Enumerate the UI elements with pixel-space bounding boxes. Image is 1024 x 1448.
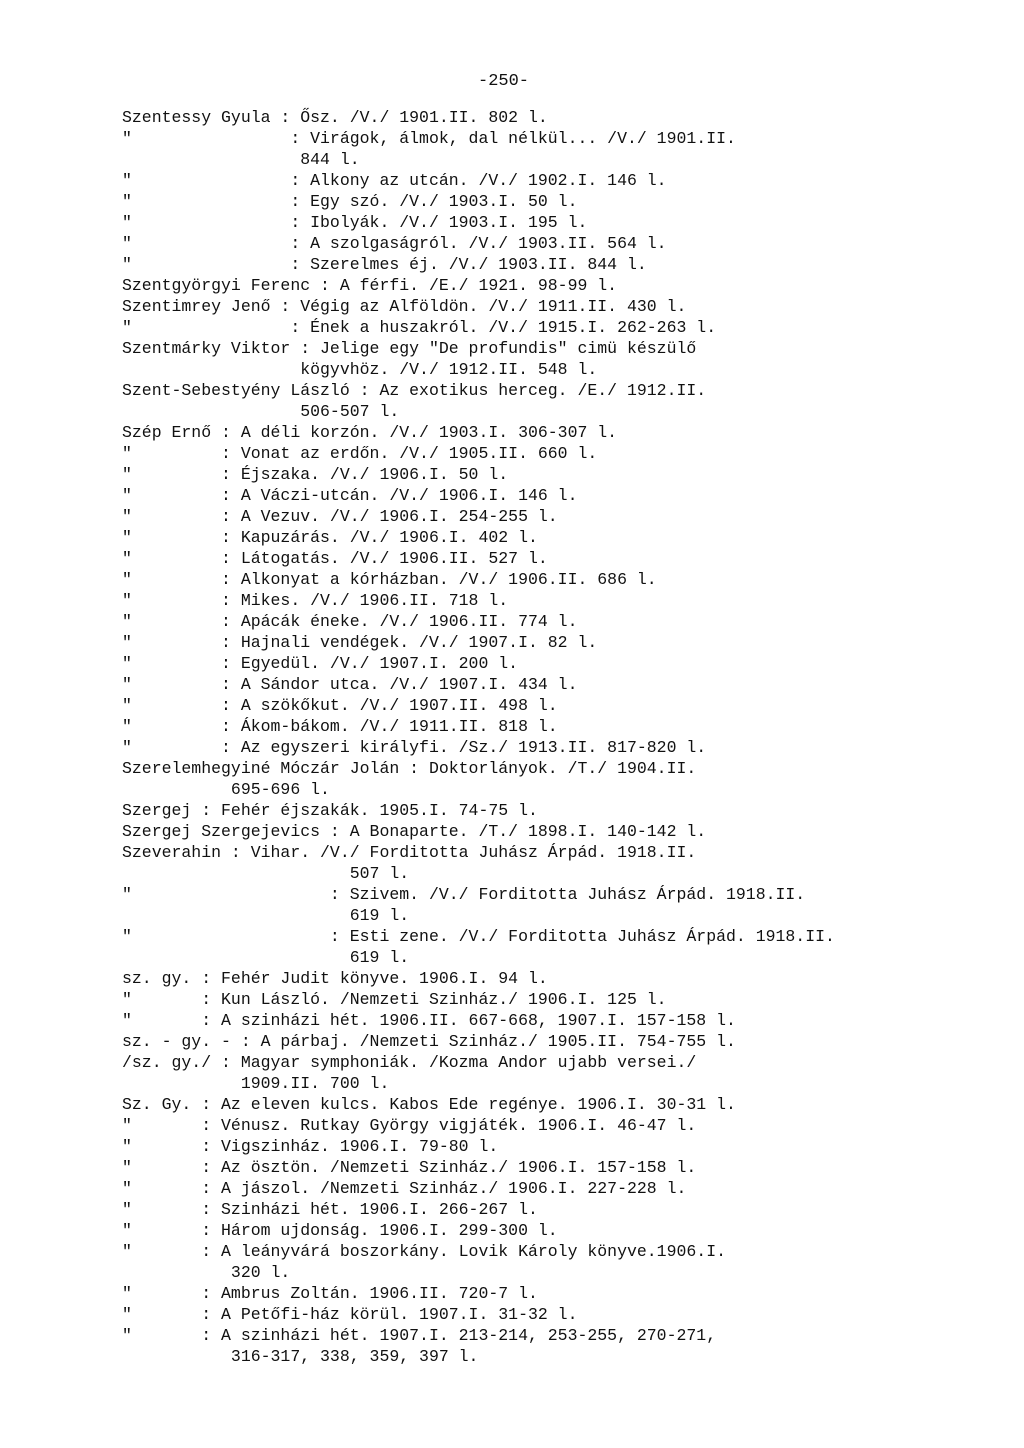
text-line: " : A jászol. /Nemzeti Szinház./ 1906.I. 227-228 l. xyxy=(122,1179,687,1198)
text-line: " : Szinházi hét. 1906.I. 266-267 l. xyxy=(122,1200,538,1219)
text-line: " : Egyedül. /V./ 1907.I. 200 l. xyxy=(122,654,519,673)
text-line: " : Esti zene. /V./ Forditotta Juhász Árpád. 1918.II. xyxy=(122,927,835,946)
text-line: " : A Váczi-utcán. /V./ 1906.I. 146 l. xyxy=(122,486,578,505)
text-line: Szentimrey Jenő : Végig az Alföldön. /V./ 1911.II. 430 l. xyxy=(122,297,687,316)
text-line: " : Alkonyat a kórházban. /V./ 1906.II. 686 l. xyxy=(122,570,657,589)
text-line: " : Apácák éneke. /V./ 1906.II. 774 l. xyxy=(122,612,578,631)
text-line: " : Kapuzárás. /V./ 1906.I. 402 l. xyxy=(122,528,538,547)
text-line: " : Ambrus Zoltán. 1906.II. 720-7 l. xyxy=(122,1284,538,1303)
text-line: " : Éjszaka. /V./ 1906.I. 50 l. xyxy=(122,465,509,484)
text-line: Szentgyörgyi Ferenc : A férfi. /E./ 1921. 98-99 l. xyxy=(122,276,618,295)
text-line: " : Szivem. /V./ Forditotta Juhász Árpád. 1918.II. xyxy=(122,885,806,904)
text-line: " : Kun László. /Nemzeti Szinház./ 1906.I. 125 l. xyxy=(122,990,667,1009)
text-line: " : Vénusz. Rutkay György vigjáték. 1906.I. 46-47 l. xyxy=(122,1116,697,1135)
text-line: " : Mikes. /V./ 1906.II. 718 l. xyxy=(122,591,509,610)
text-line: 844 l. xyxy=(122,150,360,169)
text-line: 320 l. xyxy=(122,1263,291,1282)
text-line: " : Vigszinház. 1906.I. 79-80 l. xyxy=(122,1137,499,1156)
text-line: 619 l. xyxy=(122,948,410,967)
text-line: Szép Ernő : A déli korzón. /V./ 1903.I. 306-307 l. xyxy=(122,423,618,442)
text-line: Szergej Szergejevics : A Bonaparte. /T./ 1898.I. 140-142 l. xyxy=(122,822,707,841)
text-line: " : A leányvárá boszorkány. Lovik Károly könyve.1906.I. xyxy=(122,1242,726,1261)
text-line: Szeverahin : Vihar. /V./ Forditotta Juhász Árpád. 1918.II. xyxy=(122,843,697,862)
text-line: " : Szerelmes éj. /V./ 1903.II. 844 l. xyxy=(122,255,647,274)
text-line: /sz. gy./ : Magyar symphoniák. /Kozma Andor ujabb versei./ xyxy=(122,1053,697,1072)
text-line: Szent-Sebestyény László : Az exotikus herceg. /E./ 1912.II. xyxy=(122,381,707,400)
text-line: Sz. Gy. : Az eleven kulcs. Kabos Ede regénye. 1906.I. 30-31 l. xyxy=(122,1095,736,1114)
text-line: " : Alkony az utcán. /V./ 1902.I. 146 l. xyxy=(122,171,667,190)
text-line: " : Látogatás. /V./ 1906.II. 527 l. xyxy=(122,549,548,568)
text-line: 316-317, 338, 359, 397 l. xyxy=(122,1347,479,1366)
text-line: " : Három ujdonság. 1906.I. 299-300 l. xyxy=(122,1221,558,1240)
text-line: " : A szinházi hét. 1906.II. 667-668, 1907.I. 157-158 l. xyxy=(122,1011,736,1030)
text-line: 506-507 l. xyxy=(122,402,400,421)
text-line: 619 l. xyxy=(122,906,410,925)
text-line: " : Ének a huszakról. /V./ 1915.I. 262-263 l. xyxy=(122,318,717,337)
text-line: " : Az egyszeri királyfi. /Sz./ 1913.II. 817-820 l. xyxy=(122,738,707,757)
text-line: sz. gy. : Fehér Judit könyve. 1906.I. 94 l. xyxy=(122,969,548,988)
text-line: 695-696 l. xyxy=(122,780,330,799)
text-line: " : Vonat az erdőn. /V./ 1905.II. 660 l. xyxy=(122,444,598,463)
page-number: -250- xyxy=(478,72,530,91)
text-line: " : Virágok, álmok, dal nélkül... /V./ 1901.II. xyxy=(122,129,736,148)
text-line: " : A szolgaságról. /V./ 1903.II. 564 l. xyxy=(122,234,667,253)
text-line: sz. - gy. - : A párbaj. /Nemzeti Szinház./ 1905.II. 754-755 l. xyxy=(122,1032,736,1051)
text-line: " : Az ösztön. /Nemzeti Szinház./ 1906.I. 157-158 l. xyxy=(122,1158,697,1177)
text-line: " : Hajnali vendégek. /V./ 1907.I. 82 l. xyxy=(122,633,598,652)
text-line: " : Ibolyák. /V./ 1903.I. 195 l. xyxy=(122,213,588,232)
text-line: " : A Vezuv. /V./ 1906.I. 254-255 l. xyxy=(122,507,558,526)
text-line: kögyvhöz. /V./ 1912.II. 548 l. xyxy=(122,360,598,379)
text-line: " : Ákom-bákom. /V./ 1911.II. 818 l. xyxy=(122,717,558,736)
text-line: " : Egy szó. /V./ 1903.I. 50 l. xyxy=(122,192,578,211)
text-line: 1909.II. 700 l. xyxy=(122,1074,390,1093)
text-line: Szerelemhegyiné Móczár Jolán : Doktorlányok. /T./ 1904.II. xyxy=(122,759,697,778)
text-line: " : A Sándor utca. /V./ 1907.I. 434 l. xyxy=(122,675,578,694)
text-line: Szergej : Fehér éjszakák. 1905.I. 74-75 l. xyxy=(122,801,538,820)
text-line: 507 l. xyxy=(122,864,410,883)
text-line: Szentmárky Viktor : Jelige egy "De profundis" cimü készülő xyxy=(122,339,697,358)
text-line: " : A szökőkut. /V./ 1907.II. 498 l. xyxy=(122,696,558,715)
text-line: Szentessy Gyula : Ősz. /V./ 1901.II. 802 l. xyxy=(122,108,548,127)
text-line: " : A szinházi hét. 1907.I. 213-214, 253-255, 270-271, xyxy=(122,1326,717,1345)
text-line: " : A Petőfi-ház körül. 1907.I. 31-32 l. xyxy=(122,1305,578,1324)
